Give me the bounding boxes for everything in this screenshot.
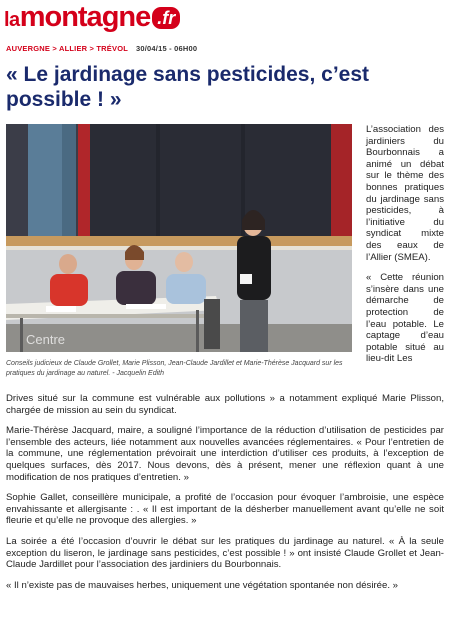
breadcrumb (6, 44, 197, 53)
publish-date: 30/04/15 - 06H00 (136, 44, 198, 53)
paragraph-councillor: Sophie Gallet, conseillère municipale, a profité de l’occasion pour évoquer l’ambroisie, une espèce envahissante et allergisante : . « Il est important de la désherber manuellement avant qu’elle ne soit fleurie et qu’elle ne provoque des allergies. » (6, 492, 444, 527)
article-body (6, 394, 444, 600)
logo-suffix: .fr (152, 7, 180, 29)
paragraph-closing-quote: « Il n’existe pas de mauvaises herbes, uniquement une végétation spontanée non désirée. » (6, 579, 399, 591)
article-photo (6, 124, 352, 352)
paragraph-continued: Drives situé sur la commune est vulnérable aux pollutions » a notamment expliqué Marie Plisson, chargée de mission au sein du syndicat. (6, 393, 444, 416)
logo-name: montagne (19, 1, 151, 33)
photo-caption: Conseils judicieux de Claude Grollet, Marie Plisson, Jean-Claude Jardillet et Marie-Thérèse Jacquard sur les pratiques du jardinage au naturel. - Jacquelin Edith (6, 360, 343, 377)
intro-paragraph: L’association des jardiniers du Bourbonnais a animé un débat sur le thème des bonnes pratiques du jardinage sans pesticides, à l’initiative du syndicat mixte des eaux de l’Allier (SMEA). (366, 124, 444, 263)
breadcrumb-trail[interactable]: AUVERGNE > ALLIER > TRÉVOL (6, 44, 129, 53)
paragraph-mayor: Marie-Thérèse Jacquard, maire, a souligné l’importance de la réduction d’utilisation de pesticides par l’ensemble des acteurs, liée notamment aux nouvelles avancées réglementaires. « Pour l’entretien de la commune, une réglementation prévoirait une interdiction d’utiliser ces produits, à l’exception de quelques surfaces, dès 2017. Nous devons, dès à présent, mener une réflexion quant à une modification de nos pratiques d’entretien. » (6, 425, 444, 483)
logo-prefix: la (4, 9, 20, 31)
quote-paragraph-start: « Cette réunion s’insère dans une démarche de protection de l’eau potable. Le captage d’eau potable situé au lieu-dit Les (366, 272, 444, 365)
paragraph-debate: La soirée a été l’occasion d’ouvrir le débat sur les pratiques du jardinage au naturel. « À la seule exception du liseron, le jardinage sans pesticides, c’est possible ! » ont insisté Claude Grollet et Jean-Claude Jardillet pour l’association des jardiniers du Bourbonnais. (6, 535, 444, 571)
side-column (366, 124, 444, 374)
photo-watermark: Centre (26, 332, 66, 347)
article-title: « Le jardinage sans pesticides, c’est possible ! » (6, 63, 369, 111)
site-logo[interactable] (4, 0, 180, 32)
